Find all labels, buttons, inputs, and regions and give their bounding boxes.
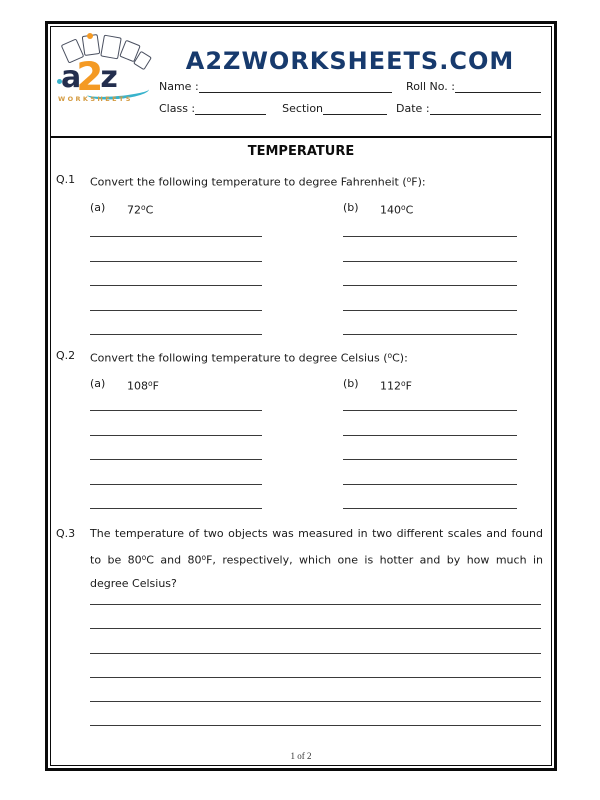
answer-line <box>90 678 541 702</box>
question-2-answer-lines <box>51 393 551 509</box>
page-number: 1 of 2 <box>290 751 312 761</box>
answer-line <box>90 595 541 605</box>
sheet-title: TEMPERATURE <box>247 144 355 159</box>
a2z-logo <box>57 33 159 136</box>
question-1-item-b-value: 140$^o$C <box>380 202 414 216</box>
question-1-item-b: (b) 140$^o$C <box>343 200 414 216</box>
class-section-date-row <box>159 102 541 115</box>
answer-line <box>90 262 262 287</box>
answer-line <box>90 485 262 510</box>
roll-label: Roll No. : <box>406 80 455 93</box>
answer-line <box>343 411 517 436</box>
answer-line <box>90 411 262 436</box>
worksheet-inner-frame <box>50 26 552 766</box>
answer-line <box>90 702 541 726</box>
question-1-text: Convert the following temperature to degree Fahrenheit ($^o$F): <box>90 175 426 189</box>
answer-line <box>90 237 262 262</box>
question-1-item-a: (a) 72$^o$C <box>90 200 154 216</box>
logo-text <box>61 55 116 100</box>
section-field-line <box>323 102 387 115</box>
answer-line <box>90 654 541 678</box>
question-2-number: Q.2 <box>56 349 76 362</box>
question-2 <box>51 349 551 366</box>
answer-line <box>90 629 541 653</box>
logo-orange-dot-icon <box>87 33 93 39</box>
name-field-line <box>199 80 392 93</box>
answer-line <box>90 217 262 237</box>
answer-line <box>90 436 262 461</box>
answer-line <box>343 393 517 411</box>
answer-line <box>90 605 541 629</box>
answer-line <box>90 311 262 336</box>
question-1-items <box>51 201 551 218</box>
question-2-item-b-value: 112$^o$F <box>380 378 412 392</box>
question-2-text: Convert the following temperature to degree Celsius ($^o$C): <box>90 351 408 365</box>
site-title: A2ZWORKSHEETS.COM <box>185 47 515 75</box>
answer-line <box>343 485 517 510</box>
name-roll-row <box>159 80 541 93</box>
question-1-number: Q.1 <box>56 173 76 186</box>
question-3-number: Q.3 <box>56 527 76 540</box>
logo-subtext: WORKSHEETS <box>58 95 133 103</box>
answer-line <box>90 286 262 311</box>
answer-line <box>343 436 517 461</box>
answer-column-right <box>343 393 551 509</box>
question-2-item-b: (b) 112$^o$F <box>343 376 412 392</box>
question-1 <box>51 173 551 190</box>
question-1-answer-lines <box>51 217 551 335</box>
answer-line <box>90 393 262 411</box>
answer-line <box>343 460 517 485</box>
question-2-item-a-value: 108$^o$F <box>127 378 159 392</box>
logo-letter-z: z <box>100 60 116 95</box>
answer-column-right <box>343 217 551 335</box>
answer-line <box>343 262 517 287</box>
question-3-text: The temperature of two objects was measured in two different scales and found to be 80$^o$C and 80$^o$F, respectively, which one is hotter and by how much in degree Celsius? <box>90 527 543 590</box>
name-label: Name : <box>159 80 199 93</box>
answer-line <box>343 286 517 311</box>
question-3 <box>51 522 551 595</box>
answer-line <box>343 311 517 336</box>
section-label: Section <box>282 102 324 115</box>
class-label: Class : <box>159 102 196 115</box>
answer-line <box>90 460 262 485</box>
class-field-line <box>195 102 266 115</box>
roll-field-line <box>455 80 541 93</box>
question-2-items <box>51 377 551 394</box>
answer-line <box>343 217 517 237</box>
logo-letter-a: a <box>61 60 80 95</box>
answer-column-left <box>90 393 343 509</box>
answer-column-left <box>90 217 343 335</box>
answer-line <box>343 237 517 262</box>
worksheet-page-frame <box>45 21 557 771</box>
date-label: Date : <box>396 102 430 115</box>
question-2-item-a: (a) 108$^o$F <box>90 376 159 392</box>
worksheet-header <box>51 27 551 138</box>
header-right <box>159 33 545 136</box>
logo-letter-2: 2 <box>76 55 104 100</box>
question-1-item-a-value: 72$^o$C <box>127 202 154 216</box>
date-field-line <box>430 102 541 115</box>
question-3-answer-lines <box>51 595 551 726</box>
